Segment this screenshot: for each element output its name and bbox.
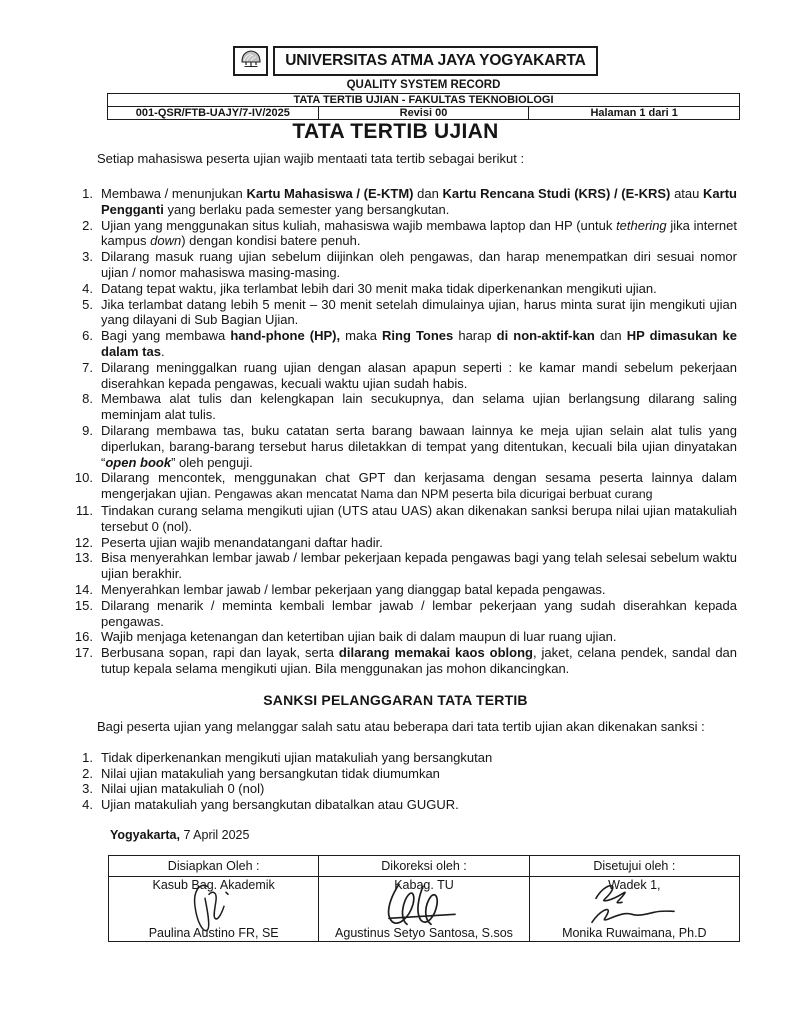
item-text: Berbusana sopan, rapi dan layak, serta dilarang memakai kaos oblong, jaket, celana pendek, sandal dan tutup kepala selama mengikuti ujian. Bila menggunakan jas mohon dikancingkan.	[101, 645, 738, 676]
university-logo-icon	[239, 48, 263, 75]
item-number: 12.	[74, 534, 93, 550]
header-banner	[233, 46, 598, 76]
item-number: 6.	[82, 328, 93, 344]
list-item	[63, 328, 737, 360]
item-text: Nilai ujian matakuliah 0 (nol)	[101, 781, 265, 797]
item-number: 8.	[82, 391, 93, 407]
item-number: 13.	[74, 550, 93, 566]
list-item	[63, 550, 737, 582]
sanctions-heading: SANKSI PELANGGARAN TATA TERTIB	[263, 691, 528, 708]
prepared-by-role: Kasub Bag. Akademik	[152, 877, 275, 892]
list-item	[63, 535, 737, 551]
item-text: Jika terlambat datang lebih 5 menit – 30 menit setelah dimulainya ujian, harus minta surat ijin mengikuti ujian yang dilayani di Sub Bagian Ujian.	[101, 296, 737, 328]
city-label: Yogyakarta,	[110, 827, 180, 842]
date-line	[110, 828, 791, 842]
document-body	[0, 120, 791, 942]
signature-table	[108, 855, 740, 942]
item-number: 11.	[75, 502, 93, 518]
item-text: Ujian matakuliah yang bersangkutan dibatalkan atau GUGUR.	[101, 797, 459, 813]
item-number: 17.	[74, 645, 93, 661]
page-title: TATA TERTIB UJIAN	[292, 120, 499, 143]
list-item	[63, 781, 737, 797]
logo-box	[233, 46, 268, 76]
item-text: Dilarang meninggalkan ruang ujian dengan alasan apapun seperti : ke kamar mandi sebelum pekerjaan diserahkan kepada pengawas, kecuali waktu ujian sudah habis.	[101, 359, 737, 391]
item-text: Membawa / menunjukan Kartu Mahasiswa / (E-KTM) dan Kartu Rencana Studi (KRS) / (E-KRS) atau Kartu Pengganti yang berlaku pada semester yang bersangkutan.	[101, 186, 737, 217]
item-text: Dilarang menarik / meminta kembali lembar jawab / lembar pekerjaan yang sudah diserahkan kepada pengawas.	[101, 597, 737, 629]
list-item	[63, 645, 737, 677]
list-item	[63, 750, 737, 766]
item-number: 9.	[82, 422, 93, 438]
rules-list	[63, 186, 737, 677]
item-text: Tidak diperkenankan mengikuti ujian matakuliah yang bersangkutan	[101, 749, 493, 765]
item-number: 16.	[74, 629, 93, 645]
item-text: Nilai ujian matakuliah yang bersangkutan tidak diumumkan	[101, 765, 440, 781]
list-item	[63, 218, 737, 250]
intro-text: Setiap mahasiswa peserta ujian wajib mentaati tata tertib sebagai berikut :	[97, 151, 525, 166]
approved-by-header: Disetujui oleh :	[529, 855, 739, 876]
list-item	[63, 503, 737, 535]
item-number: 15.	[74, 597, 93, 613]
record-type-label: QUALITY SYSTEM RECORD	[346, 79, 501, 91]
revision-cell: Revisi 00	[318, 107, 529, 120]
list-item	[63, 360, 737, 392]
item-text: Wajib menjaga ketenangan dan ketertiban ujian baik di dalam maupun di luar ruang ujian.	[101, 629, 617, 645]
item-text: Dilarang membawa tas, buku catatan serta barang bawaan lainnya ke meja ujian selain alat tulis yang diperlukan, barang-barang tersebut harus diletakkan di tempat yang ditentukan, kecuali bila ujian dinyatakan “open book” oleh penguji.	[101, 422, 737, 470]
item-number: 5.	[82, 296, 93, 312]
item-text: Bisa menyerahkan lembar jawab / lembar pekerjaan kepada pengawas bagi yang telah selesai sebelum waktu ujian berakhir.	[101, 550, 737, 582]
item-text: Dilarang masuk ruang ujian sebelum diijinkan oleh pengawas, dan harap menempatkan diri sesuai nomor ujian / nomor mahasiswa masing-masing.	[101, 249, 737, 280]
list-item	[63, 629, 737, 645]
corrected-by-role: Kabag. TU	[394, 877, 454, 892]
item-number: 1.	[82, 186, 93, 201]
page-info-cell: Halaman 1 dari 1	[529, 107, 740, 120]
list-item	[63, 582, 737, 598]
list-item	[63, 766, 737, 782]
item-number: 14.	[74, 581, 93, 597]
item-number: 3.	[82, 249, 93, 265]
approved-by-cell	[529, 876, 739, 941]
item-number: 7.	[82, 359, 93, 375]
approved-by-role: Wadek 1,	[608, 877, 661, 892]
item-number: 3.	[82, 781, 93, 797]
list-item	[63, 249, 737, 281]
doc-title-cell: TATA TERTIB UJIAN - FAKULTAS TEKNOBIOLOGI	[108, 94, 740, 107]
corrected-by-header: Dikoreksi oleh :	[319, 855, 529, 876]
item-text: Membawa alat tulis dan kelengkapan lain secukupnya, dan selama ujian berlangsung dilarang saling meminjam alat tulis.	[101, 391, 737, 423]
document-meta-table	[107, 93, 740, 120]
corrected-by-name: Agustinus Setyo Santosa, S.sos	[335, 925, 513, 940]
prepared-by-header: Disiapkan Oleh :	[109, 855, 319, 876]
list-item	[63, 391, 737, 423]
item-number: 2.	[82, 765, 93, 781]
list-item	[63, 797, 737, 813]
item-text: Dilarang mencontek, menggunakan chat GPT dan kerjasama dengan sesama peserta lainnya dalam mengerjakan ujian. Pengawas akan mencatat Nama dan NPM peserta bila dicurigai berbuat curang	[101, 470, 737, 502]
list-item	[63, 598, 737, 630]
item-text: Peserta ujian wajib menandatangani daftar hadir.	[101, 534, 383, 550]
item-text: Bagi yang membawa hand-phone (HP), maka Ring Tones harap di non-aktif-kan dan HP dimasukan ke dalam tas.	[101, 328, 738, 359]
sanctions-list	[63, 750, 737, 813]
item-number: 1.	[82, 749, 93, 765]
approved-by-name: Monika Ruwaimana, Ph.D	[562, 925, 707, 940]
list-item	[63, 297, 737, 329]
corrected-by-cell	[319, 876, 529, 941]
item-text: Tindakan curang selama mengikuti ujian (UTS atau UAS) akan dikenakan sanksi berupa nilai ujian matakuliah tersebut 0 (nol).	[101, 502, 737, 534]
item-text: Datang tepat waktu, jika terlambat lebih dari 30 menit maka tidak diperkenankan mengikuti ujian.	[101, 280, 657, 296]
list-item	[63, 281, 737, 297]
prepared-by-cell	[109, 876, 319, 941]
list-item	[63, 470, 737, 503]
item-number: 2.	[82, 217, 93, 233]
item-text: Menyerahkan lembar jawab / lembar pekerjaan yang dianggap batal kepada pengawas.	[101, 581, 606, 597]
sanctions-intro: Bagi peserta ujian yang melanggar salah satu atau beberapa dari tata tertib ujian akan dikenakan sanksi :	[97, 718, 705, 734]
list-item	[63, 423, 737, 470]
university-name: UNIVERSITAS ATMA JAYA YOGYAKARTA	[273, 46, 598, 76]
prepared-by-name: Paulina Austino FR, SE	[148, 925, 279, 940]
item-text: Ujian yang menggunakan situs kuliah, mahasiswa wajib membawa laptop dan HP (untuk tethering jika internet kampus down) dengan kondisi batere penuh.	[101, 217, 737, 249]
list-item	[63, 186, 737, 218]
date-label: 7 April 2025	[183, 827, 250, 842]
doc-number-cell: 001-QSR/FTB-UAJY/7-IV/2025	[108, 107, 319, 120]
item-number: 4.	[82, 280, 93, 296]
item-number: 4.	[82, 797, 93, 813]
item-number: 10.	[74, 470, 93, 486]
